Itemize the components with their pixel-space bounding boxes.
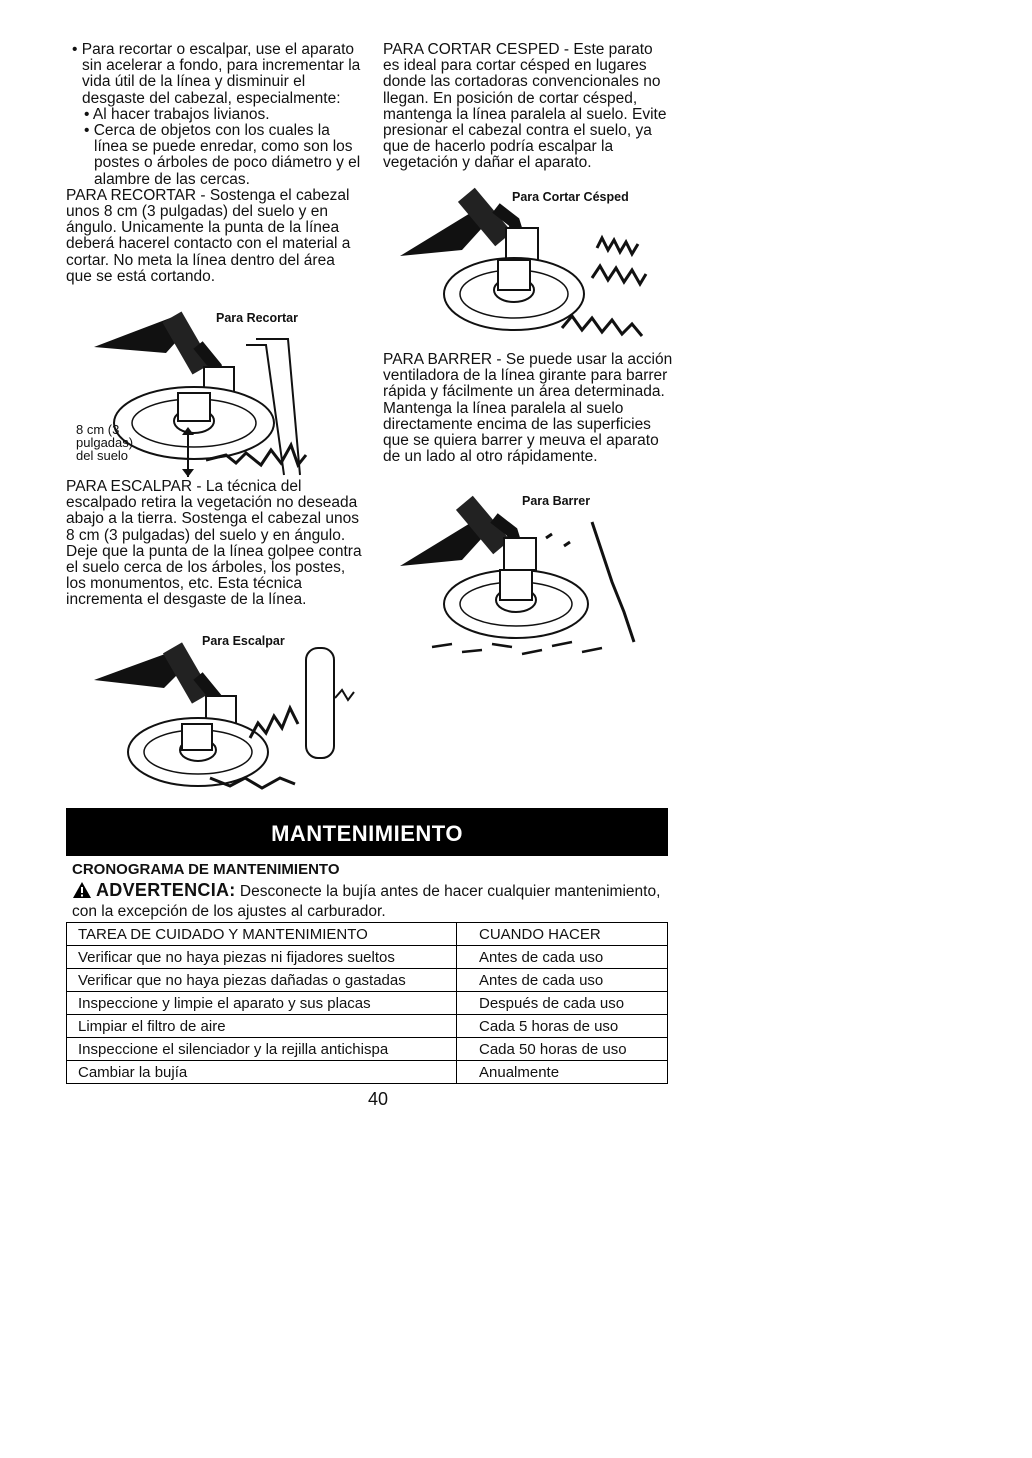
sub-bullet-2: • Cerca de objetos con los cuales la línea se puede enredar, como son los postes o árboles de poco diámetro y el alambre de las cercas. [84,122,361,188]
cesped-heading: PARA CORTAR CESPED [383,41,560,58]
when-cell: Después de cada uso [457,992,668,1015]
recortar-paragraph: PARA RECORTAR - Sostenga el cabezal unos 8 cm (3 pulgadas) del suelo y en ángulo. Unicamente la punta de la línea deberá hacerel contacto con el material a cortar. No meta la línea dentro del área que se está cortando. [66,186,351,285]
schedule-title: CRONOGRAMA DE MANTENIMIENTO [72,861,340,878]
maintenance-table [66,922,668,1084]
table-row [67,1015,668,1038]
table-row [67,992,668,1015]
task-cell: Inspeccione y limpie el aparato y sus placas [67,992,457,1015]
fig-cesped-label: Para Cortar Césped [512,190,629,204]
figure-escalpar [80,628,370,798]
fig-recortar-label: Para Recortar [216,311,298,325]
when-cell: Cada 5 horas de uso [457,1015,668,1038]
task-cell: Verificar que no haya piezas ni fijadores sueltos [67,946,457,969]
sub-bullet-1: • Al hacer trabajos livianos. [84,105,270,123]
header-when: CUANDO HACER [457,923,668,946]
table-row [67,1061,668,1084]
warning-icon [72,881,92,903]
figure-recortar [66,305,366,480]
barrer-heading: PARA BARRER [383,351,493,368]
warning-text: Desconecte la bujía antes de hacer cualquier mantenimiento, con la excepción de los ajustes al carburador. [72,883,661,920]
header-task: TAREA DE CUIDADO Y MANTENIMIENTO [67,923,457,946]
warning-word: ADVERTENCIA: [96,880,236,900]
cesped-paragraph: PARA CORTAR CESPED - Este parato es ideal para cortar césped en lugares donde las cortadoras convencionales no llegan. En posición de cortar césped, mantenga la línea paralela al suelo. Evite presionar el cabezal contra el suelo, ya que de hacerlo podría escalpar la vegetación y dañar el aparato. [383,41,667,172]
figure-cesped [392,178,672,348]
trimmer-illustration-barrer [392,482,672,668]
when-cell: Anualmente [457,1061,668,1084]
escalpar-paragraph: PARA ESCALPAR - La técnica del escalpado retira la vegetación no deseada abajo a la tierra. Sostenga el cabezal unos 8 cm (3 pulgadas) del suelo y en ángulo. Deje que la punta de la línea golpee contra el suelo cerca de los árboles, los postes, los monumentos, etc. Esta técnica incrementa el desgaste de la línea. [66,478,362,609]
escalpar-heading: PARA ESCALPAR [66,478,193,495]
warning-block [72,881,672,920]
page-number: 40 [368,1089,389,1109]
bullet-main: • Para recortar o escalpar, use el aparato sin acelerar a fondo, para incrementar la vida útil de la línea y disminuir el desgaste del cabezal, especialmente: [72,41,361,107]
table-row [67,1038,668,1061]
fig-recortar-dimension: 8 cm (3 pulgadas) del suelo [76,422,134,463]
when-cell: Antes de cada uso [457,946,668,969]
trimmer-illustration-escalpar [80,628,370,798]
left-column-intro [66,42,362,285]
fig-escalpar-label: Para Escalpar [202,634,285,648]
table-header-row [67,923,668,946]
task-cell: Limpiar el filtro de aire [67,1015,457,1038]
fig-barrer-label: Para Barrer [522,494,591,508]
task-cell: Verificar que no haya piezas dañadas o gastadas [67,969,457,992]
barrer-paragraph: PARA BARRER - Se puede usar la acción ventiladora de la línea girante para barrer rápida y fácilmente un área determinada. Mantenga la línea paralela al suelo directamente encima de las superficies que se quiera barrer y meuva el aparato de un lado al otro rápidamente. [383,351,673,466]
recortar-heading: PARA RECORTAR [66,186,197,204]
table-row [67,969,668,992]
when-cell: Cada 50 horas de uso [457,1038,668,1061]
figure-barrer [392,482,672,668]
task-cell: Cambiar la bujía [67,1061,457,1084]
task-cell: Inspeccione el silenciador y la rejilla antichispa [67,1038,457,1061]
maintenance-banner: MANTENIMIENTO [66,808,668,856]
when-cell: Antes de cada uso [457,969,668,992]
table-row [67,946,668,969]
